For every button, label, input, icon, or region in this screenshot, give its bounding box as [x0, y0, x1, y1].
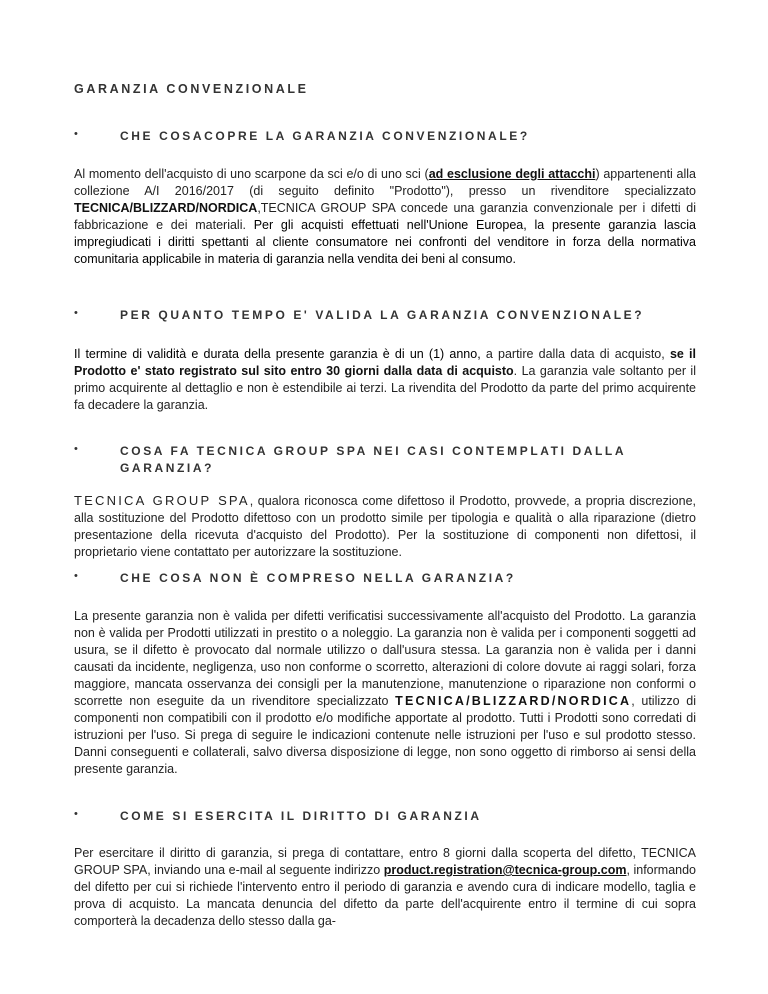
company-name: TECNICA GROUP SPA: [74, 493, 250, 508]
bullet-icon: •: [74, 307, 78, 319]
heading-text: CHE COSA NON È COMPRESO NELLA GARANZIA?: [120, 571, 516, 585]
paragraph-text: Per gli acquisti effettuati nell'Unione Europea, la presente garanzia lascia impregiudicati i diritti spettanti al cliente consumatore nei confronti del venditore in forza della normativa comunitaria applicabile in materia di garanzia nella vendita dei beni al consumo.: [74, 218, 696, 266]
bullet-icon: •: [74, 570, 78, 582]
paragraph-text: , qualora riconosca come difettoso il Prodotto, provvede, a propria discrezione, alla sostituzione del Prodotto difettoso con un prodotto simile per tipologia e qualità o alla riparazione (dietro presentazione della ricevuta d'acquisto del Prodotto). Per la sostituzione di componenti non difettosi, il proprietario viene contattato per autorizzare la sostituzione.: [74, 494, 696, 559]
section-paragraph-claims: [74, 845, 696, 930]
contact-email-link[interactable]: product.registration@tecnica-group.com: [383, 863, 627, 877]
section-paragraph-coverage: [74, 166, 696, 268]
brand-names: TECNICA/BLIZZARD/NORDICA: [74, 201, 258, 215]
bullet-icon: •: [74, 443, 78, 455]
paragraph-text: ,TECNICA GROUP SPA concede una garanzia convenzionale per i difetti di fabbricazione e dei materiali.: [74, 201, 696, 232]
paragraph-text: La presente garanzia non è valida per difetti verificatisi successivamente all'acquisto del Prodotto. La garanzia non è valida per Prodotti utilizzati in prestito o a noleggio. La garanzia non è valida per i componenti soggetti ad usura, se il difetto è provocato dal normale utilizzo o dall'usura stessa. La garanzia non è valida per i danni causati da incidente, negligenza, uso non conforme o scorretto, alterazioni di colore dovute ai raggi solari, forza maggiore, mancata osservanza dei consigli per la manutenzione, manutenzione o riparazione non conformi o scorrette non eseguite da un rivenditore specializzato: [74, 609, 696, 708]
heading-text: COME SI ESERCITA IL DIRITTO DI GARANZIA: [120, 809, 482, 823]
heading-text: PER QUANTO TEMPO E' VALIDA LA GARANZIA CONVENZIONALE?: [120, 308, 645, 322]
paragraph-text: Il termine di validità e durata della presente garanzia è di un (1) anno,: [74, 347, 481, 361]
paragraph-text: ) appartenenti alla collezione A/I 2016/2017 (di seguito definito "Prodotto"), presso un rivenditore specializzato: [74, 167, 696, 198]
section-paragraph-duration: [74, 346, 696, 414]
section-paragraph-remedies: [74, 492, 696, 561]
document-title: GARANZIA CONVENZIONALE: [74, 82, 309, 96]
paragraph-text: , utilizzo di componenti non compatibili con il prodotto e/o modifiche apportate al prodotto. Tutti i Prodotti sono corredati di istruzioni per l'uso. Si prega di seguire le indicazioni contenute nelle istruzioni per l'uso e sul prodotto stesso. Danni conseguenti e collaterali, salvo diversa disposizione di legge, non sono oggetto di rimborso ai sensi della presente garanzia.: [74, 694, 696, 776]
paragraph-text: Per esercitare il diritto di garanzia, si prega di contattare, entro 8 giorni dalla scoperta del difetto, TECNICA GROUP SPA, inviando una e-mail al seguente indirizzo: [74, 846, 696, 877]
heading-text: CHE COSACOPRE LA GARANZIA CONVENZIONALE?: [120, 129, 530, 143]
section-paragraph-exclusions: [74, 608, 696, 778]
brand-names: TECNICA/BLIZZARD/NORDICA: [395, 694, 632, 708]
exclusion-note: ad esclusione degli attacchi: [428, 167, 596, 181]
bullet-icon: •: [74, 808, 78, 820]
bullet-icon: •: [74, 128, 78, 140]
paragraph-text: Al momento dell'acquisto di uno scarpone da sci e/o di uno sci (: [74, 167, 429, 181]
paragraph-text: . La garanzia vale soltanto per il primo acquirente al dettaglio e non è estendibile ai terzi. La rivendita del Prodotto da parte del primo acquirente fa decadere la garanzia.: [74, 364, 696, 412]
heading-text: COSA FA TECNICA GROUP SPA NEI CASI CONTEMPLATI DALLA GARANZIA?: [120, 444, 626, 475]
registration-condition: se il Prodotto e' stato registrato sul sito entro 30 giorni dalla data di acquisto: [74, 347, 696, 378]
paragraph-text: , informando del difetto per cui si richiede l'intervento entro il periodo di garanzia e avendo cura di indicare modello, taglia e prova di acquisto. La mancata denuncia del difetto da parte dell'acquirente entro il termine di cui sopra comporterà la decadenza dello stesso dalla ga-: [74, 863, 697, 928]
paragraph-text: a partire dalla data di acquisto,: [480, 347, 670, 361]
